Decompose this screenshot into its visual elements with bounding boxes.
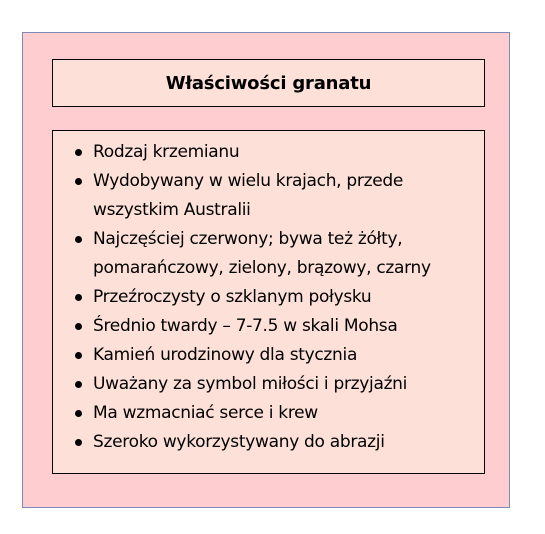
bullet-icon [75,410,82,417]
list-item [75,283,478,312]
list-item [75,138,478,167]
list-item-text: Rodzaj krzemianu [93,142,240,162]
list-item-text: Kamień urodzinowy dla stycznia [93,345,358,365]
garnet-properties-panel [22,32,510,508]
list-item [75,370,478,399]
list-item [75,225,478,283]
list-item [75,341,478,370]
bullet-icon [75,323,82,330]
list-item-text: Szeroko wykorzystywany do abrazji [93,432,385,452]
list-item-text: Wydobywany w wielu krajach, przede wszystkim Australii [93,171,404,220]
list-item [75,167,478,225]
title-box [52,59,485,107]
bullet-icon [75,294,82,301]
bullet-icon [75,381,82,388]
bullet-icon [75,352,82,359]
bullet-icon [75,439,82,446]
panel-title: Właściwości granatu [165,72,372,94]
bullet-icon [75,149,82,156]
list-item [75,399,478,428]
list-item-text: Uważany za symbol miłości i przyjaźni [93,374,408,394]
list-item-text: Najczęściej czerwony; bywa też żółty, pomarańczowy, zielony, brązowy, czarny [93,229,431,278]
list-item-text: Ma wzmacniać serce i krew [93,403,318,423]
list-item-text: Przeźroczysty o szklanym połysku [93,287,372,307]
bullet-icon [75,178,82,185]
list-item [75,312,478,341]
list-item [75,428,478,457]
properties-list [53,131,484,457]
bullet-icon [75,236,82,243]
list-item-text: Średnio twardy – 7-7.5 w skali Mohsa [93,316,398,336]
properties-box [52,130,485,474]
